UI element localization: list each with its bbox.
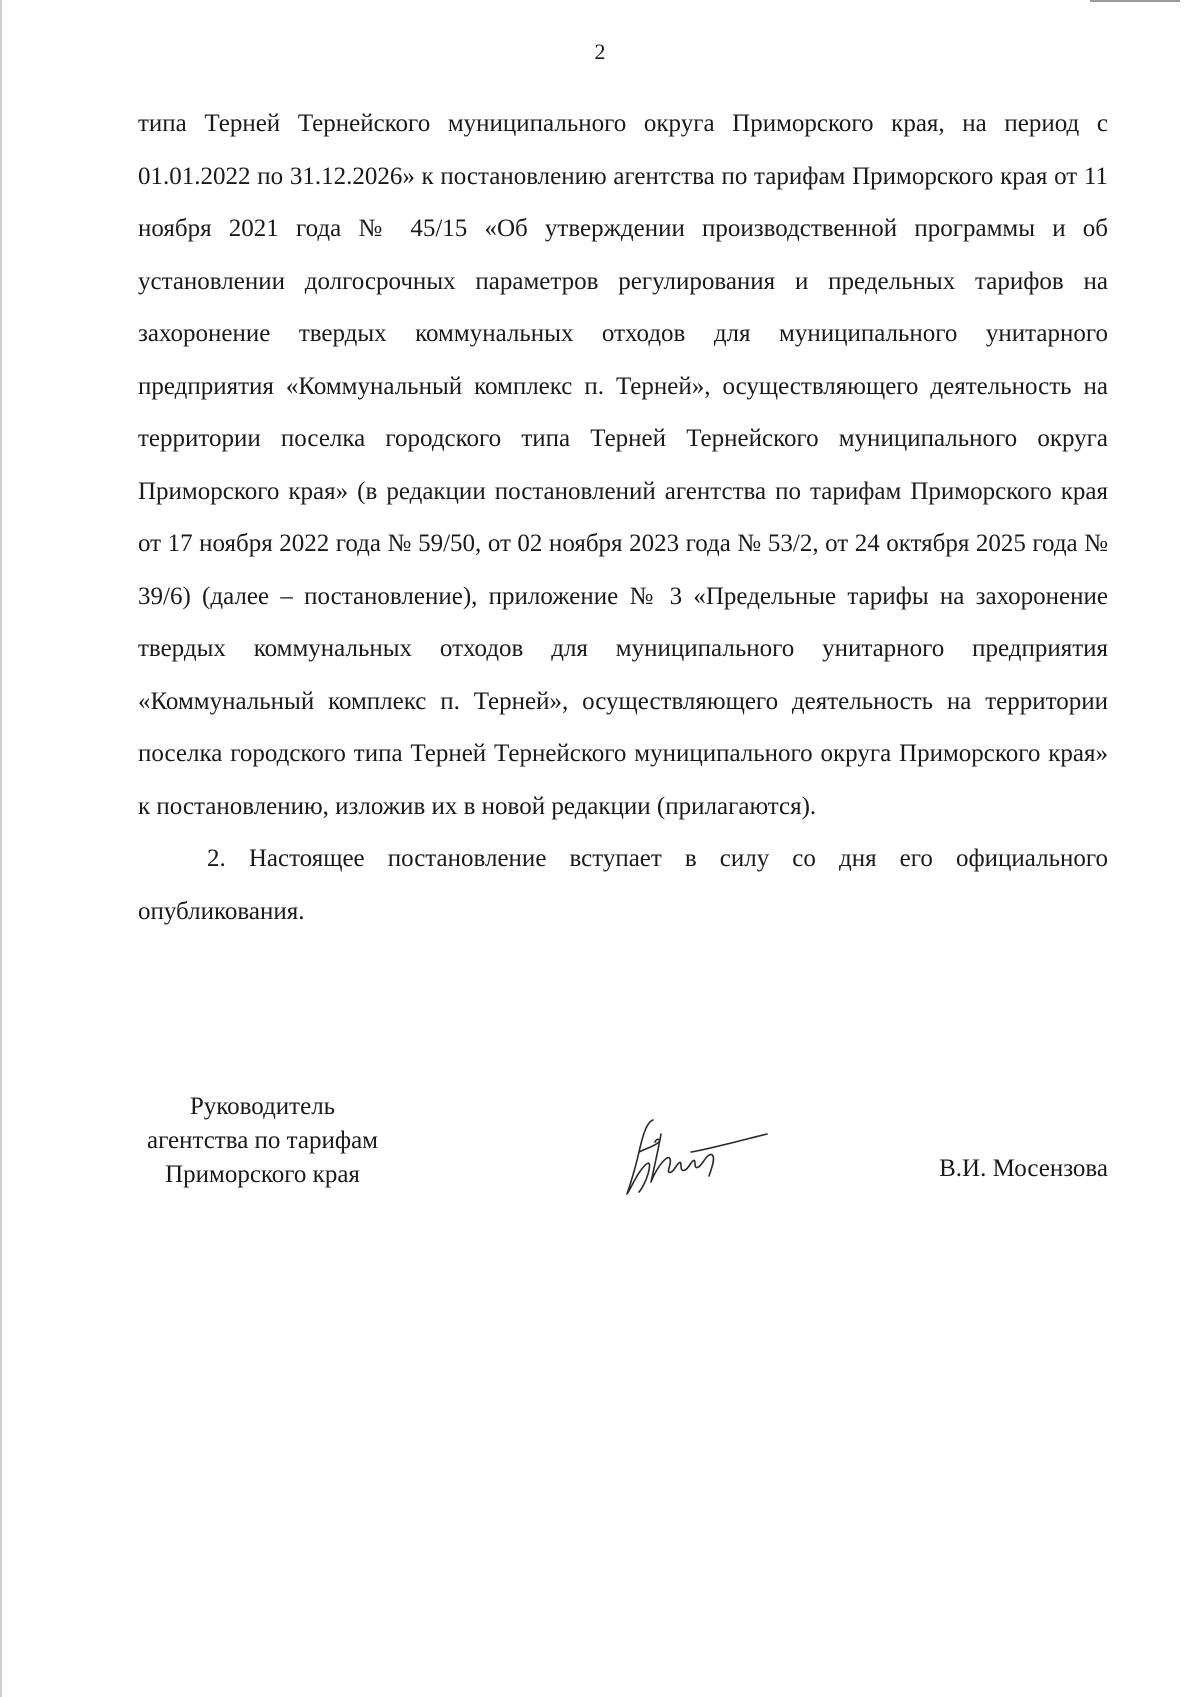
signer-title <box>120 1090 405 1192</box>
signer-title-line: Приморского края <box>165 1161 360 1188</box>
paragraph-effective-date: 2. Настоящее постановление вступает в силу со дня его официального опубликования. <box>138 845 1108 925</box>
paragraph-continuation: типа Терней Тернейского муниципального округа Приморского края, на период с 01.01.2022 по 31.12.2026» к постановлению агентства по тарифам Приморского края от 11 ноября 2021 года № 45/15 «Об утверждении производственной программы и об установлении долгосрочных параметров регулирования и предельных тарифов на захоронение твердых коммунальных отходов для муниципального унитарного предприятия «Коммунальный комплекс п. Терней», осуществляющего деятельность на территории поселка городского типа Терней Тернейского муниципального округа Приморского края» (в редакции постановлений агентства по тарифам Приморского края от 17 ноября 2022 года № 59/50, от 02 ноября 2023 года № 53/2, от 24 октября 2025 года № 39/6) (далее – постановление), приложение № 3 «Предельные тарифы на захоронение твердых коммунальных отходов для муниципального унитарного предприятия «Коммунальный комплекс п. Терней», осуществляющего деятельность на территории поселка городского типа Терней Тернейского муниципального округа Приморского края» к постановлению, изложив их в новой редакции (прилагаются). <box>138 110 1108 820</box>
document-body <box>138 98 1108 938</box>
page-number: 2 <box>594 39 606 64</box>
scan-edge <box>0 0 2 1697</box>
signer-name: В.И. Мосензова <box>939 1155 1108 1182</box>
scan-edge-mark <box>1090 0 1180 2</box>
signer-title-line: агентства по тарифам <box>146 1127 379 1154</box>
signer-title-line: Руководитель <box>189 1093 336 1120</box>
handwritten-signature <box>625 1112 775 1212</box>
